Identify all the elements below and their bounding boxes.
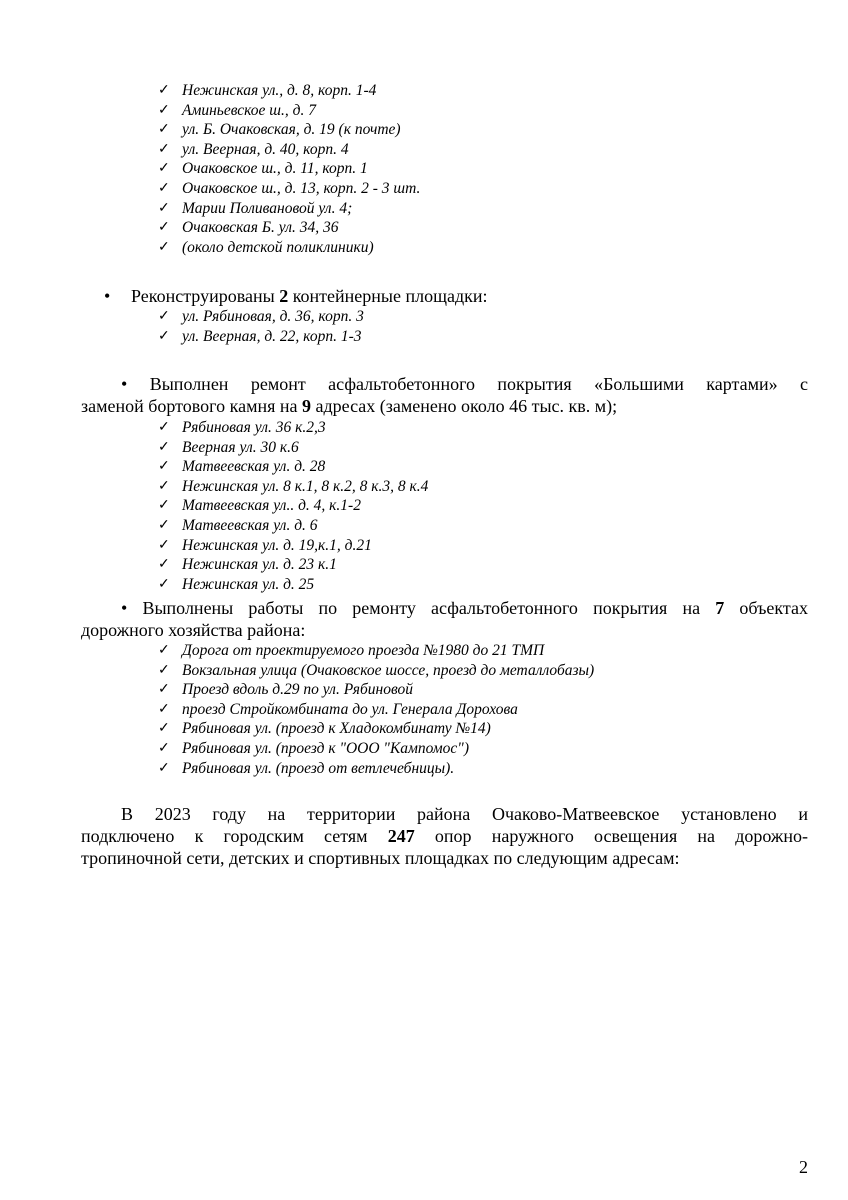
list-item xyxy=(0,700,594,720)
bullet: • xyxy=(104,286,111,306)
list-item xyxy=(0,199,420,219)
list-item-text: Матвеевская ул.. д. 4, к.1-2 xyxy=(182,497,361,515)
list-item xyxy=(0,477,428,497)
list-item xyxy=(0,81,420,101)
checkmark-icon: ✓ xyxy=(158,200,170,216)
checkmark-icon: ✓ xyxy=(158,141,170,157)
list-item xyxy=(0,438,428,458)
list-item xyxy=(0,759,594,779)
checkmark-icon: ✓ xyxy=(158,682,170,698)
checkmark-icon: ✓ xyxy=(158,102,170,118)
list-item-text: Очаковское ш., д. 13, корп. 2 - 3 шт. xyxy=(182,179,421,197)
count: 7 xyxy=(715,598,725,618)
list-item xyxy=(0,307,364,327)
checkmark-icon: ✓ xyxy=(158,557,170,573)
count: 247 xyxy=(387,826,415,846)
checkmark-icon: ✓ xyxy=(158,760,170,776)
list-item-text: Нежинская ул. д. 23 к.1 xyxy=(182,556,337,574)
list-item-text: Матвеевская ул. д. 28 xyxy=(182,458,326,476)
list-item-text: Рябиновая ул. 36 к.2,3 xyxy=(182,419,326,436)
list-item xyxy=(0,101,420,121)
list-item-text: проезд Стройкомбината до ул. Генерала Дорохова xyxy=(182,700,518,718)
list-item-text: Очаковское ш., д. 11, корп. 1 xyxy=(182,160,368,178)
list-item xyxy=(0,218,420,238)
count: 9 xyxy=(302,396,311,416)
list-item-text: Нежинская ул. д. 25 xyxy=(182,575,315,593)
container-list xyxy=(0,307,364,346)
checkmark-icon: ✓ xyxy=(158,439,170,455)
checkmark-icon: ✓ xyxy=(158,701,170,717)
list-item xyxy=(0,179,420,199)
list-item xyxy=(0,575,428,595)
list-item xyxy=(0,739,594,759)
checkmark-icon: ✓ xyxy=(158,122,170,138)
list-item-text: Очаковская Б. ул. 34, 36 xyxy=(182,219,339,237)
list-item-text: ул. Рябиновая, д. 36, корп. 3 xyxy=(182,308,364,325)
checkmark-icon: ✓ xyxy=(158,517,170,533)
list-item-text: Рябиновая ул. (проезд к "ООО "Кампомос") xyxy=(182,739,469,757)
checkmark-icon: ✓ xyxy=(158,220,170,236)
page-number: 2 xyxy=(799,1157,808,1177)
list-item-text: Нежинская ул., д. 8, корп. 1-4 xyxy=(182,82,377,99)
list-item-text: ул. Веерная, д. 22, корп. 1-3 xyxy=(182,327,362,345)
checkmark-icon: ✓ xyxy=(158,420,170,435)
list-item xyxy=(0,516,428,536)
checkmark-icon: ✓ xyxy=(158,161,170,177)
section-asphalt-paragraph: • Выполнен ремонт асфальтобетонного покрытия «Большими картами» с заменой бортового камня на 9 адресах (заменено около 46 тыс. кв. м); xyxy=(81,374,808,416)
list-item-text: Рябиновая ул. (проезд от ветлечебницы). xyxy=(182,759,455,777)
checkmark-icon: ✓ xyxy=(158,576,170,592)
list-item-text: ул. Веерная, д. 40, корп. 4 xyxy=(182,140,349,158)
section-text: Реконструированы 2 контейнерные площадки: xyxy=(131,286,488,306)
list-item xyxy=(0,140,420,160)
list-item xyxy=(0,661,594,681)
list-item xyxy=(0,555,428,575)
checkmark-icon: ✓ xyxy=(158,537,170,553)
checkmark-icon: ✓ xyxy=(158,83,170,98)
section-road-paragraph: • Выполнены работы по ремонту асфальтобетонного покрытия на 7 объектах дорожного хозяйства района: xyxy=(81,598,808,640)
list-item xyxy=(0,536,428,556)
checkmark-icon: ✓ xyxy=(158,662,170,678)
list-item-text: Матвеевская ул. д. 6 xyxy=(182,516,318,534)
checkmark-icon: ✓ xyxy=(158,309,170,324)
list-item xyxy=(0,120,420,140)
list-item-text: (около детской поликлиники) xyxy=(182,238,374,256)
checkmark-icon: ✓ xyxy=(158,239,170,255)
list-item-text: Дорога от проектируемого проезда №1980 до 21 ТМП xyxy=(182,642,545,659)
checkmark-icon: ✓ xyxy=(158,643,170,658)
list-item xyxy=(0,719,594,739)
list-item-text: ул. Б. Очаковская, д. 19 (к почте) xyxy=(182,121,401,139)
checkmark-icon: ✓ xyxy=(158,478,170,494)
list-item xyxy=(0,641,594,661)
list-item-text: Вокзальная улица (Очаковское шоссе, проезд до металлобазы) xyxy=(182,661,595,679)
checkmark-icon: ✓ xyxy=(158,740,170,756)
address-list-1 xyxy=(0,81,420,257)
list-item-text: Проезд вдоль д.29 по ул. Рябиновой xyxy=(182,681,413,699)
list-item-text: Нежинская ул. 8 к.1, 8 к.2, 8 к.3, 8 к.4 xyxy=(182,477,429,495)
checkmark-icon: ✓ xyxy=(158,721,170,737)
checkmark-icon: ✓ xyxy=(158,180,170,196)
count: 2 xyxy=(279,286,289,306)
list-item-text: Рябиновая ул. (проезд к Хладокомбинату №14) xyxy=(182,720,491,738)
list-item-text: Аминьевское ш., д. 7 xyxy=(182,101,316,119)
road-object-list xyxy=(0,641,594,778)
list-item xyxy=(0,496,428,516)
list-item-text: Веерная ул. 30 к.6 xyxy=(182,438,299,456)
checkmark-icon: ✓ xyxy=(158,498,170,514)
list-item xyxy=(0,457,428,477)
list-item xyxy=(0,418,428,438)
list-item xyxy=(0,159,420,179)
checkmark-icon: ✓ xyxy=(158,328,170,344)
lighting-paragraph: В 2023 году на территории района Очаково-Матвеевское установлено и подключено к городским сетям 247 опор наружного освещения на дорожно- тропиночной сети, детских и спортивных площадках по следующим адресам: xyxy=(81,804,808,868)
checkmark-icon: ✓ xyxy=(158,459,170,475)
list-item xyxy=(0,680,594,700)
list-item xyxy=(0,238,420,258)
list-item xyxy=(0,327,364,347)
list-item-text: Нежинская ул. д. 19,к.1, д.21 xyxy=(182,536,372,554)
list-item-text: Марии Поливановой ул. 4; xyxy=(182,199,353,217)
asphalt-address-list xyxy=(0,418,428,594)
